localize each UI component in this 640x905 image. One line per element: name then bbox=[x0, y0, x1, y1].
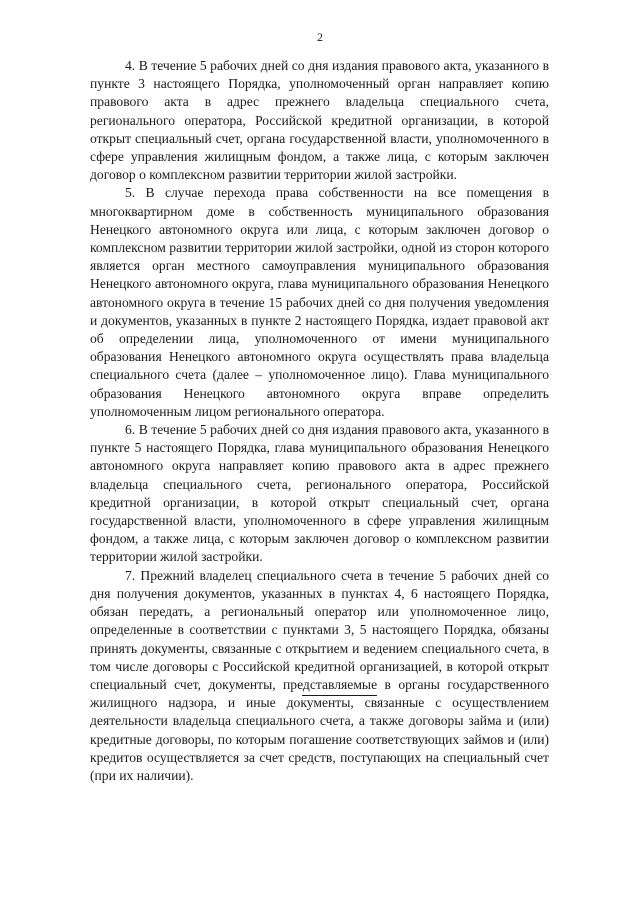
paragraph-5: 5. В случае перехода права собственности на все помещения в многоквартирном доме в собственность муниципального образования Ненецкого автономного округа или лица, с которым заключен договор о комплексном развитии территории жилой застройки, одной из сторон которого является орган местного самоуправления муниципального образования Ненецкого автономного округа, глава муниципального образования Ненецкого автономного округа в течение 15 рабочих дней со дня получения уведомления и документов, указанных в пункте 2 настоящего Порядка, издает правовой акт об определении лица, уполномоченного от имени муниципального образования Ненецкого автономного округа осуществлять права владельца специального счета (далее – уполномоченное лицо). Глава муниципального образования Ненецкого автономного округа вправе определить уполномоченным лицом регионального оператора. bbox=[90, 185, 549, 419]
end-separator-line bbox=[302, 695, 377, 696]
page-number: 2 bbox=[317, 30, 323, 44]
paragraph-7: 7. Прежний владелец специального счета в течение 5 рабочих дней со дня получения документов, указанных в пунктах 4, 6 настоящего Порядка, обязан передать, а региональный оператор или уполномоченное лицо, определенные в соответствии с пунктами 3, 5 настоящего Порядка, обязаны принять документы, связанные с открытием и ведением специального счета, в том числе договоры с Российской кредитной организацией, в которой открыт специальный счет, документы, представляемые в органы государственного жилищного надзора, и иные документы, связанные с осуществлением деятельности владельца специального счета, а также договоры займа и (или) кредитные договоры, по которым погашение соответствующих займов и (или) кредитов осуществляется за счет средств, поступающих на специальный счет (при их наличии). bbox=[90, 567, 549, 783]
document-body bbox=[90, 57, 549, 785]
paragraph-6: 6. В течение 5 рабочих дней со дня издания правового акта, указанного в пункте 5 настоящего Порядка, глава муниципального образования Ненецкого автономного округа направляет копию правового акта в адрес прежнего владельца специального счета, регионального оператора, Российской кредитной организации, в которой открыт специальный счет, органа государственной власти, уполномоченного в сфере управления жилищным фондом, а также лица, с которым заключен договор о комплексном развитии территории жилой застройки. bbox=[90, 422, 549, 565]
paragraph-4: 4. В течение 5 рабочих дней со дня издания правового акта, указанного в пункте 3 настоящего Порядка, уполномоченный орган направляет копию правового акта в адрес прежнего владельца специального счета, регионального оператора, Российской кредитной организации, в которой открыт специальный счет, органа государственной власти, уполномоченного в сфере управления жилищным фондом, а также лица, с которым заключен договор о комплексном развитии территории жилой застройки. bbox=[90, 58, 549, 183]
